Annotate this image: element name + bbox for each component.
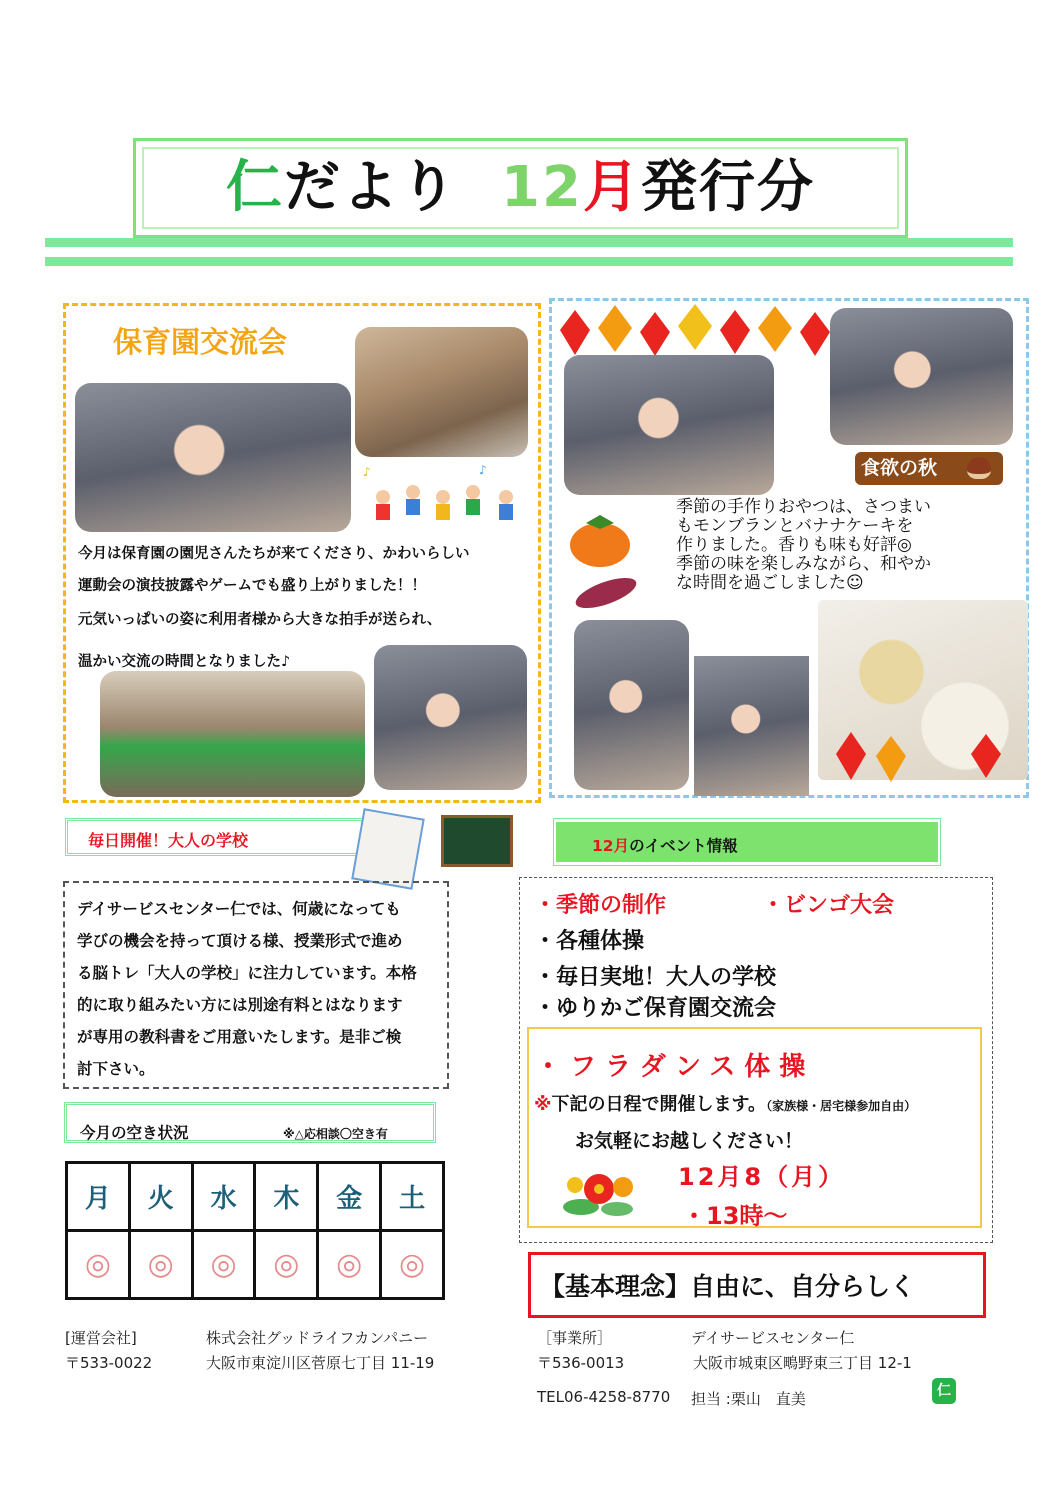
- hula-note-mark: ※: [534, 1094, 552, 1115]
- event-nursery-exchange: ・ゆりかご保育園交流会: [534, 996, 777, 1021]
- day-wed: 水: [192, 1163, 255, 1231]
- status-sat: ◎: [381, 1231, 444, 1299]
- title-issue: 発行分: [640, 155, 815, 220]
- hula-welcome: お気軽にお越しください！: [575, 1130, 804, 1152]
- autumn-photo-gentleman: [694, 656, 809, 796]
- nursery-photo-drawing: [374, 645, 527, 790]
- day-sat: 土: [381, 1163, 444, 1231]
- vacancy-table: [65, 1161, 445, 1300]
- hula-note: [534, 1090, 916, 1116]
- school-description: [77, 893, 437, 1085]
- persimmon-sweetpotato-icon: [566, 505, 646, 615]
- hula-date: 12月8（月）: [678, 1163, 846, 1191]
- vacancy-status-row: [67, 1231, 444, 1299]
- header-rule-top: [45, 238, 1013, 247]
- appetite-label-text: 食欲の秋: [861, 457, 938, 479]
- autumn-snack-text: [676, 498, 966, 593]
- day-fri: 金: [318, 1163, 381, 1231]
- svg-text:♪: ♪: [363, 465, 371, 479]
- vacancy-days-row: [67, 1163, 444, 1231]
- nursery-photo-craft: [75, 383, 351, 532]
- event-title-rest: のイベント情報: [629, 837, 738, 855]
- school-line: デイサービスセンター仁では、何歳になっても: [77, 900, 401, 918]
- school-tab-title: 毎日開催！大人の学校: [88, 831, 249, 850]
- status-fri: ◎: [318, 1231, 381, 1299]
- hula-note-text: 下記の日程で開催します。: [551, 1094, 767, 1115]
- office-zip: 〒536-0013: [537, 1354, 625, 1372]
- office-tel: TEL06-4258-8770: [537, 1388, 671, 1406]
- nursery-paragraph-1: 今月は保育園の園児さんたちが来てくださり、かわいらしい: [78, 546, 470, 562]
- snack-line: もモンブランとバナナケーキを: [676, 516, 914, 536]
- nursery-photo-gym: [355, 327, 528, 457]
- logo-glyph: 仁: [937, 1383, 951, 1399]
- school-line: が専用の教科書をご用意いたします。是非ご検: [77, 1028, 402, 1046]
- school-line: る脳トレ「大人の学校」に注力しています。本格: [77, 964, 417, 982]
- hula-note-small: （家族様・居宅様参加自由）: [766, 1099, 917, 1113]
- office-contact: 担当 :栗山 直美: [691, 1390, 806, 1408]
- status-thu: ◎: [255, 1231, 318, 1299]
- snack-line: な時間を過ごしました☺: [676, 573, 864, 593]
- autumn-photo-smile: [574, 620, 689, 790]
- operator-address: 大阪市東淀川区菅原七丁目 11-19: [206, 1354, 435, 1372]
- operator-label: [運営会社]: [65, 1329, 137, 1347]
- title-number: 12: [501, 155, 583, 220]
- event-adult-school: ・毎日実地！大人の学校: [534, 965, 777, 990]
- kids-illustration-icon: [361, 462, 531, 542]
- vacancy-title: 今月の空き状況: [80, 1124, 189, 1142]
- nursery-paragraph-2: 運動会の演技披露やゲームでも盛り上がりました！！: [78, 578, 426, 594]
- day-mon: 月: [67, 1163, 130, 1231]
- office-address: 大阪市城東区鴫野東三丁目 12-1: [693, 1354, 912, 1372]
- event-title-month: 12月: [592, 837, 630, 855]
- page-title: [133, 148, 908, 228]
- school-line: 的に取り組みたい方には別途有料とはなります: [77, 996, 403, 1014]
- title-dayori: だより: [284, 155, 459, 220]
- jin-logo-icon: [932, 1378, 956, 1404]
- school-line: 討下さい。: [77, 1060, 155, 1078]
- status-wed: ◎: [192, 1231, 255, 1299]
- snack-line: 季節の手作りおやつは、さつまい: [676, 497, 931, 517]
- autumn-leaves-bottom-icon: [836, 722, 1006, 792]
- hula-title: ・フラダンス体操: [535, 1052, 815, 1082]
- nursery-title: 保育園交流会: [113, 325, 288, 359]
- autumn-photo-eating: [564, 355, 774, 495]
- hibiscus-icon: [561, 1163, 637, 1221]
- hula-time: ・13時～: [682, 1202, 788, 1230]
- office-name: デイサービスセンター仁: [691, 1329, 855, 1347]
- snack-line: 季節の味を楽しみながら、和やか: [676, 554, 931, 574]
- classroom-icon: [441, 815, 513, 867]
- day-tue: 火: [129, 1163, 192, 1231]
- operator-zip: 〒533-0022: [65, 1354, 153, 1372]
- event-exercise: ・各種体操: [534, 929, 645, 954]
- operator-name: 株式会社グッドライフカンパニー: [206, 1329, 429, 1347]
- autumn-photo-ladies: [830, 308, 1013, 445]
- snack-line: 作りました。香りも味も好評◎: [676, 535, 912, 555]
- office-label: ［事業所］: [537, 1329, 613, 1347]
- status-tue: ◎: [129, 1231, 192, 1299]
- school-line: 学びの機会を持って頂ける様、授業形式で進め: [77, 932, 403, 950]
- header-rule-bottom: [45, 257, 1013, 266]
- title-month: 月: [582, 155, 641, 220]
- event-title: [592, 834, 738, 856]
- svg-text:♪: ♪: [479, 463, 487, 477]
- vacancy-legend: ※△応相談〇空き有: [283, 1127, 388, 1141]
- event-seasonal-craft: ・季節の制作: [534, 893, 667, 918]
- philosophy-text: 【基本理念】自由に、自分らしく: [540, 1272, 916, 1301]
- nursery-photo-game: [100, 671, 365, 797]
- textbook-icon: [351, 808, 425, 890]
- title-jin: 仁: [226, 155, 285, 220]
- event-bingo: ・ビンゴ大会: [762, 893, 895, 918]
- chestnut-icon: [967, 457, 991, 479]
- nursery-paragraph-4: 温かい交流の時間となりました♪: [78, 654, 291, 670]
- nursery-paragraph-3: 元気いっぱいの姿に利用者様から大きな拍手が送られ、: [78, 612, 442, 628]
- status-mon: ◎: [67, 1231, 130, 1299]
- day-thu: 木: [255, 1163, 318, 1231]
